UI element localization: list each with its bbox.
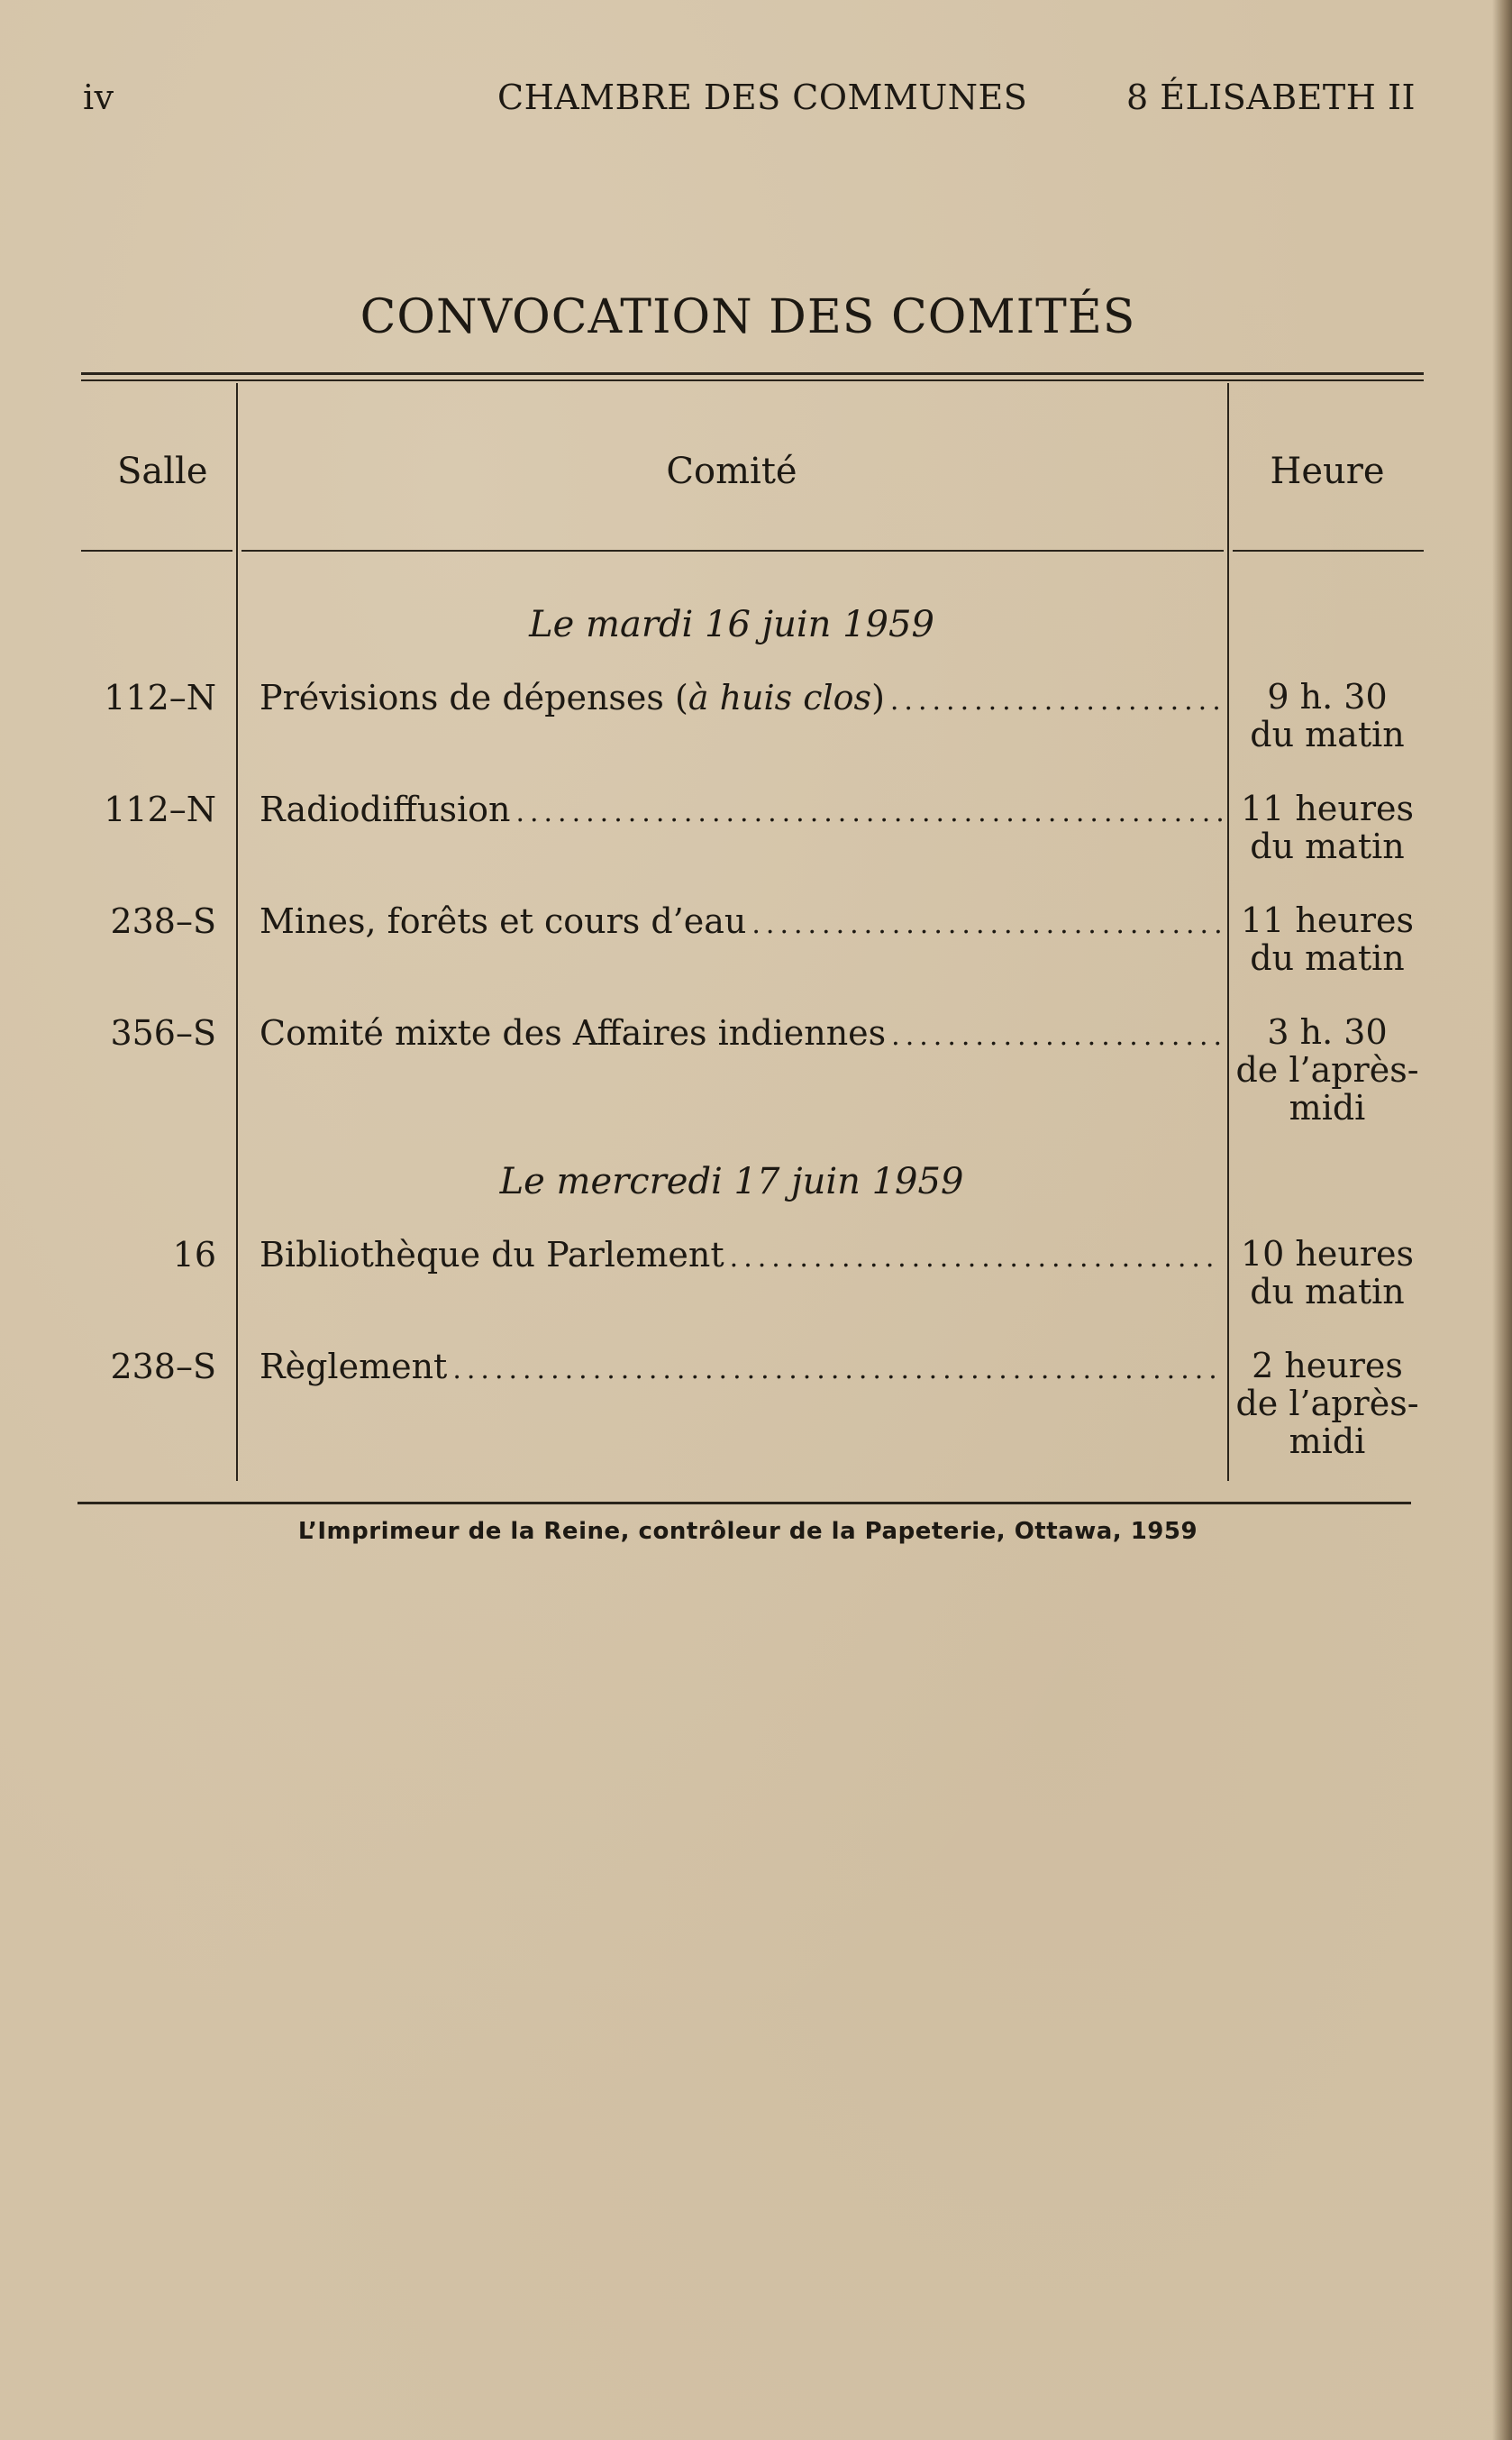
meeting-time bbox=[1231, 901, 1424, 977]
committee-label: Comité mixte des Affaires indiennes bbox=[260, 1013, 887, 1053]
page-title: CONVOCATION DES COMITÉS bbox=[360, 290, 1136, 344]
committee-label: Mines, forêts et cours d’eau bbox=[260, 901, 747, 941]
sitting-date: Le mercredi 17 juin 1959 bbox=[499, 1161, 964, 1202]
title-rule-bottom bbox=[81, 379, 1424, 381]
committee-name bbox=[260, 790, 1222, 829]
room-number: 16 bbox=[172, 1235, 216, 1275]
time-line: 11 heures bbox=[1240, 900, 1415, 940]
column-header-committee: Comité bbox=[666, 451, 797, 492]
dot-leader bbox=[730, 1242, 1222, 1274]
printer-imprint: L’Imprimeur de la Reine, contrôleur de la Papeterie, Ottawa, 1959 bbox=[297, 1518, 1198, 1545]
page-number: iv bbox=[83, 78, 114, 117]
time-line: midi bbox=[1289, 1421, 1366, 1461]
dot-leader bbox=[515, 797, 1222, 828]
time-line: du matin bbox=[1250, 715, 1405, 754]
committee-label: Bibliothèque du Parlement bbox=[260, 1235, 724, 1275]
room-number: 238–S bbox=[110, 901, 216, 941]
room-number: 112–N bbox=[104, 678, 216, 717]
committee-name bbox=[260, 1013, 1222, 1053]
column-header-time: Heure bbox=[1270, 451, 1385, 492]
header-rule-time bbox=[1233, 550, 1424, 552]
dot-leader bbox=[452, 1354, 1222, 1385]
time-line: du matin bbox=[1250, 1272, 1405, 1311]
meeting-time bbox=[1231, 1013, 1424, 1127]
committee-name bbox=[260, 1235, 1222, 1275]
column-header-room: Salle bbox=[117, 451, 208, 492]
table-bottom-rule bbox=[77, 1502, 1411, 1504]
time-line: 3 h. 30 bbox=[1267, 1012, 1388, 1052]
room-number: 112–N bbox=[104, 790, 216, 829]
column-divider-left bbox=[236, 383, 238, 1481]
meeting-time bbox=[1231, 790, 1424, 865]
meeting-time bbox=[1231, 1347, 1424, 1460]
time-line: du matin bbox=[1250, 938, 1405, 978]
time-line: de l’après- bbox=[1235, 1384, 1419, 1423]
time-line: 9 h. 30 bbox=[1267, 677, 1388, 717]
committee-label: Prévisions de dépenses ( bbox=[260, 678, 688, 717]
dot-leader bbox=[751, 909, 1222, 940]
meeting-time bbox=[1231, 678, 1424, 754]
time-line: de l’après- bbox=[1235, 1050, 1419, 1090]
sitting-date: Le mardi 16 juin 1959 bbox=[529, 604, 934, 645]
time-line: 11 heures bbox=[1240, 789, 1415, 828]
committee-label: Règlement bbox=[260, 1347, 448, 1386]
time-line: midi bbox=[1289, 1088, 1366, 1128]
page-edge bbox=[1492, 0, 1512, 2440]
room-number: 238–S bbox=[110, 1347, 216, 1386]
committee-label-end: ) bbox=[871, 678, 885, 717]
header-rule-committee bbox=[241, 550, 1224, 552]
column-divider-right bbox=[1227, 383, 1229, 1481]
committee-name bbox=[260, 1347, 1222, 1386]
committee-name bbox=[260, 901, 1222, 941]
meeting-time bbox=[1231, 1235, 1424, 1311]
dot-leader bbox=[890, 685, 1222, 717]
running-head-regnal-year: 8 ÉLISABETH II bbox=[1126, 78, 1416, 117]
committee-name bbox=[260, 678, 1222, 717]
committee-label: Radiodiffusion bbox=[260, 790, 511, 829]
dot-leader bbox=[891, 1020, 1222, 1052]
committee-label-italic: à huis clos bbox=[688, 678, 872, 717]
running-head-publication: CHAMBRE DES COMMUNES bbox=[497, 78, 1028, 117]
time-line: du matin bbox=[1250, 827, 1405, 866]
time-line: 10 heures bbox=[1240, 1234, 1415, 1274]
time-line: 2 heures bbox=[1252, 1346, 1403, 1385]
header-rule-room bbox=[81, 550, 232, 552]
title-rule-top bbox=[81, 372, 1424, 375]
room-number: 356–S bbox=[110, 1013, 216, 1053]
